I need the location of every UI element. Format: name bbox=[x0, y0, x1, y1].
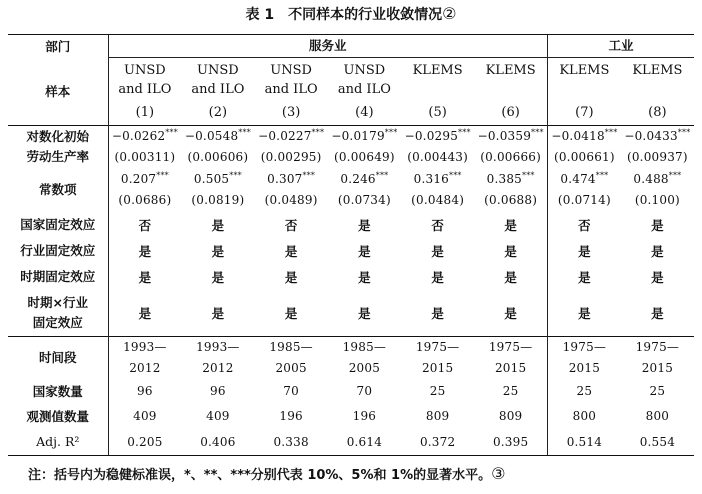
col-header bbox=[548, 57, 621, 126]
table-title bbox=[0, 4, 702, 24]
row-time-span bbox=[8, 337, 694, 380]
count-cell: 25 bbox=[548, 379, 621, 404]
fe-cell: 是 bbox=[651, 305, 664, 321]
col-number: (6) bbox=[501, 104, 520, 120]
fe-cell: 是 bbox=[504, 217, 517, 233]
source-line1: UNSD bbox=[197, 62, 239, 78]
fe-cell: 否 bbox=[284, 217, 298, 233]
source-line1: UNSD bbox=[124, 62, 166, 78]
fe-cell: 是 bbox=[108, 290, 181, 337]
r2-cell: 0.372 bbox=[401, 429, 474, 456]
count-cell: 809 bbox=[498, 409, 523, 423]
period-cell: 1975— 2015 bbox=[548, 337, 621, 380]
coef-cell: −0.0295*** (0.00443) bbox=[401, 126, 474, 169]
row-label: 常数项 bbox=[38, 182, 77, 197]
fe-cell: 是 bbox=[431, 269, 444, 285]
col-number: (4) bbox=[355, 104, 374, 120]
row-label: 国家数量 bbox=[32, 383, 83, 399]
row-label: 对数化初始 劳动生产率 bbox=[8, 126, 108, 169]
count-cell: 809 bbox=[425, 409, 450, 423]
fe-cell: 是 bbox=[211, 269, 225, 285]
fe-cell: 是 bbox=[504, 305, 517, 321]
col-number: (3) bbox=[281, 104, 301, 120]
period-cell: 1993— 2012 bbox=[181, 337, 254, 380]
col-header bbox=[181, 57, 254, 126]
footnote-mark: ② bbox=[442, 4, 457, 23]
fe-cell: 是 bbox=[504, 243, 517, 259]
count-cell: 25 bbox=[649, 384, 666, 398]
coef-cell: 0.505*** (0.0819) bbox=[191, 171, 245, 207]
col-header bbox=[401, 57, 474, 126]
fe-cell: 是 bbox=[358, 217, 371, 233]
dept-label: 部门 bbox=[8, 35, 108, 58]
col-number: (8) bbox=[648, 104, 667, 120]
col-header bbox=[108, 57, 181, 126]
sample-label: 样本 bbox=[45, 83, 71, 99]
source-line1: UNSD bbox=[270, 62, 312, 78]
col-header bbox=[255, 57, 328, 126]
fe-cell: 否 bbox=[548, 212, 621, 238]
fe-cell: 是 bbox=[108, 264, 181, 290]
count-cell: 800 bbox=[548, 404, 621, 429]
table-note bbox=[28, 464, 505, 483]
count-cell: 25 bbox=[429, 384, 446, 398]
row-country-fe bbox=[8, 212, 694, 238]
col-header bbox=[328, 57, 401, 126]
fe-cell: 是 bbox=[284, 305, 298, 321]
fe-cell: 是 bbox=[548, 264, 621, 290]
coef-cell: 0.246*** (0.0734) bbox=[337, 171, 391, 207]
source-line1: KLEMS bbox=[632, 62, 683, 78]
row-label: 观测值数量 bbox=[26, 408, 89, 424]
coef-cell: 0.316*** (0.0484) bbox=[411, 171, 465, 207]
coef-cell: −0.0418*** (0.00661) bbox=[548, 126, 621, 169]
row-period-fe bbox=[8, 264, 694, 290]
fe-cell: 是 bbox=[108, 238, 181, 264]
fe-cell: 是 bbox=[358, 269, 371, 285]
count-cell: 196 bbox=[279, 409, 303, 423]
row-label: 行业固定效应 bbox=[20, 243, 96, 258]
coef-cell: −0.0548*** (0.00606) bbox=[181, 126, 254, 169]
source-line1: KLEMS bbox=[559, 62, 610, 78]
period-cell: 1993— 2012 bbox=[108, 337, 181, 380]
coef-cell: −0.0433*** (0.00937) bbox=[621, 126, 694, 169]
fe-cell: 是 bbox=[431, 243, 444, 259]
r2-cell: 0.338 bbox=[255, 429, 328, 456]
fe-cell: 是 bbox=[358, 243, 371, 259]
r2-cell: 0.514 bbox=[548, 429, 621, 456]
fe-cell: 是 bbox=[284, 243, 298, 259]
group-industry: 工业 bbox=[548, 35, 695, 58]
period-cell: 1975— 2015 bbox=[401, 337, 474, 380]
header-dept-row bbox=[8, 35, 694, 58]
fe-cell: 是 bbox=[431, 305, 444, 321]
period-cell: 1975— 2015 bbox=[621, 337, 694, 380]
table-title-text: 表 1 不同样本的行业收敛情况 bbox=[245, 7, 443, 23]
r2-cell: 0.614 bbox=[328, 429, 401, 456]
fe-cell: 是 bbox=[651, 243, 664, 259]
period-cell: 1985— 2005 bbox=[255, 337, 328, 380]
count-cell: 70 bbox=[283, 384, 299, 398]
period-cell: 1985— 2005 bbox=[328, 337, 401, 380]
r2-cell: 0.205 bbox=[108, 429, 181, 456]
coef-cell: −0.0179*** (0.00649) bbox=[328, 126, 401, 169]
count-cell: 409 bbox=[206, 409, 230, 423]
header-sample-row bbox=[8, 57, 694, 126]
coef-cell: −0.0227*** (0.00295) bbox=[255, 126, 328, 169]
col-number: (1) bbox=[135, 104, 155, 120]
coef-cell: −0.0262*** (0.00311) bbox=[108, 126, 181, 169]
coef-cell: −0.0359*** (0.00666) bbox=[474, 126, 547, 169]
r2-cell: 0.406 bbox=[181, 429, 254, 456]
note-mark: ③ bbox=[491, 464, 506, 483]
source-line2: and ILO bbox=[264, 81, 318, 97]
row-adj-r2 bbox=[8, 429, 694, 456]
coef-cell: 0.385*** (0.0688) bbox=[484, 171, 538, 207]
fe-cell: 是 bbox=[211, 243, 225, 259]
count-cell: 800 bbox=[645, 409, 670, 423]
count-cell: 409 bbox=[108, 404, 181, 429]
row-label: 时期固定效应 bbox=[20, 269, 96, 284]
count-cell: 96 bbox=[210, 384, 226, 398]
row-label: 时间段 bbox=[8, 337, 108, 380]
regression-table bbox=[8, 34, 694, 456]
fe-cell: 是 bbox=[651, 217, 664, 233]
fe-cell: 是 bbox=[211, 305, 225, 321]
count-cell: 96 bbox=[108, 379, 181, 404]
coef-cell: 0.207*** (0.0686) bbox=[108, 168, 181, 212]
row-log-productivity bbox=[8, 126, 694, 169]
col-header bbox=[474, 57, 547, 126]
group-services: 服务业 bbox=[108, 35, 548, 58]
coef-cell: 0.474*** (0.0714) bbox=[548, 168, 621, 212]
source-line1: KLEMS bbox=[412, 62, 463, 78]
source-line2: and ILO bbox=[191, 81, 245, 97]
period-cell: 1975— 2015 bbox=[474, 337, 547, 380]
col-header bbox=[621, 57, 694, 126]
fe-cell: 是 bbox=[651, 269, 664, 285]
col-number: (7) bbox=[575, 104, 594, 120]
row-label: 时期×行业 固定效应 bbox=[27, 295, 88, 330]
fe-cell: 是 bbox=[504, 269, 517, 285]
r2-cell: 0.554 bbox=[621, 429, 694, 456]
row-n-countries bbox=[8, 379, 694, 404]
row-industry-fe bbox=[8, 238, 694, 264]
count-cell: 25 bbox=[502, 384, 519, 398]
fe-cell: 是 bbox=[548, 238, 621, 264]
count-cell: 70 bbox=[356, 384, 373, 398]
source-line2: and ILO bbox=[337, 81, 391, 97]
source-line1: UNSD bbox=[343, 62, 386, 78]
row-n-obs bbox=[8, 404, 694, 429]
source-line2: and ILO bbox=[118, 81, 172, 97]
fe-cell: 是 bbox=[548, 290, 621, 337]
col-number: (5) bbox=[428, 104, 447, 120]
fe-cell: 否 bbox=[108, 212, 181, 238]
note-text: 注：括号内为稳健标准误，*、**、***分别代表 10%、5%和 1%的显著水平。 bbox=[28, 468, 492, 483]
coef-cell: 0.488*** (0.100) bbox=[633, 171, 682, 207]
count-cell: 196 bbox=[352, 409, 377, 423]
fe-cell: 是 bbox=[358, 305, 371, 321]
fe-cell: 否 bbox=[431, 217, 444, 233]
row-constant bbox=[8, 168, 694, 212]
source-line1: KLEMS bbox=[485, 62, 536, 78]
fe-cell: 是 bbox=[211, 217, 225, 233]
row-label: 国家固定效应 bbox=[20, 217, 96, 232]
fe-cell: 是 bbox=[284, 269, 298, 285]
col-number: (2) bbox=[208, 104, 228, 120]
coef-cell: 0.307*** (0.0489) bbox=[264, 171, 318, 207]
r2-cell: 0.395 bbox=[474, 429, 547, 456]
row-period-industry-fe bbox=[8, 290, 694, 337]
row-label: Adj. R² bbox=[8, 429, 108, 456]
